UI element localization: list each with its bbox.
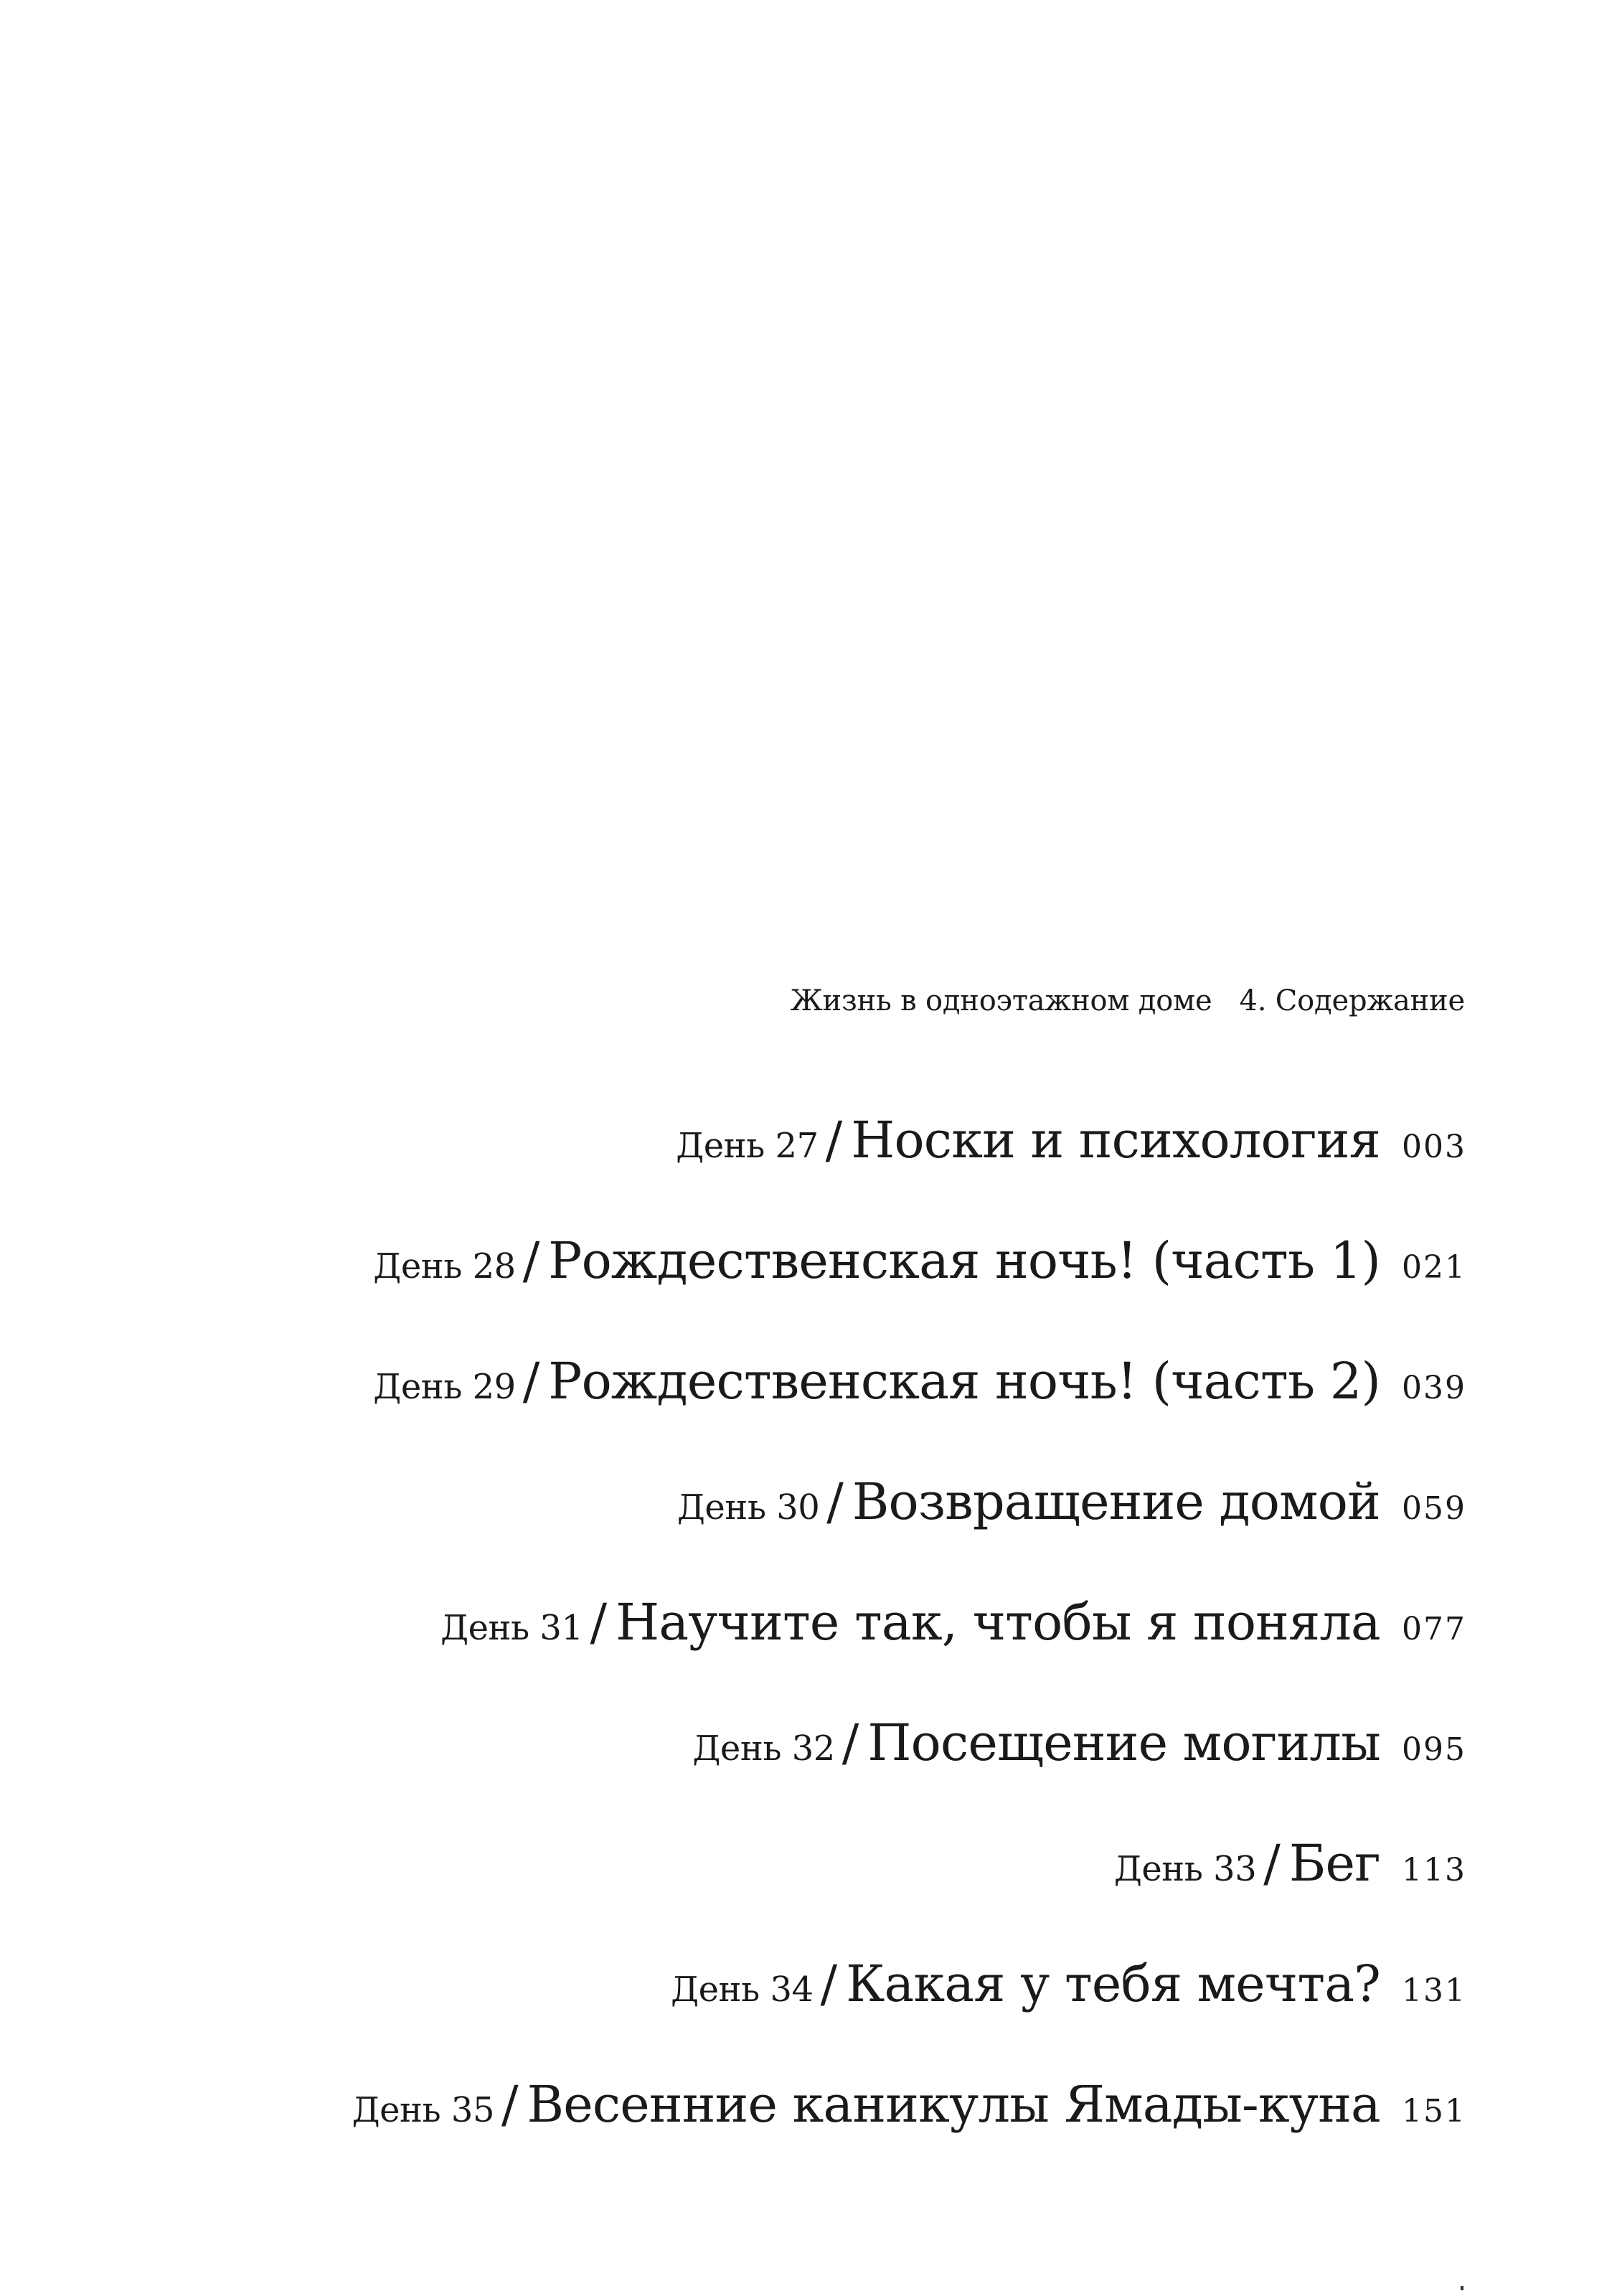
toc-title: Научите так, чтобы я поняла xyxy=(616,1593,1380,1652)
toc-separator: / xyxy=(826,1472,844,1531)
toc-day: День 32 xyxy=(692,1728,835,1769)
toc-entry[interactable] xyxy=(0,1807,1617,1893)
toc-day: День 35 xyxy=(352,2090,494,2130)
toc-page-number: 131 xyxy=(1402,1972,1466,2009)
toc-separator: / xyxy=(522,1231,540,1290)
print-mark xyxy=(1461,2286,1463,2290)
toc-entry[interactable] xyxy=(0,1083,1617,1170)
toc-separator: / xyxy=(825,1111,843,1170)
toc-page-number: 113 xyxy=(1402,1852,1466,1888)
toc-entry[interactable] xyxy=(0,2048,1617,2134)
toc-page-number: 095 xyxy=(1402,1731,1466,1768)
toc-separator: / xyxy=(522,1352,540,1411)
toc-separator: / xyxy=(590,1593,608,1652)
section-title: 4. Содержание xyxy=(1239,984,1465,1017)
toc-title: Весенние каникулы Ямады-куна xyxy=(527,2075,1380,2134)
toc-title: Возвращение домой xyxy=(852,1472,1380,1531)
toc-page-number: 059 xyxy=(1402,1490,1466,1527)
toc-title: Носки и психология xyxy=(851,1111,1380,1170)
toc-entry[interactable] xyxy=(0,1325,1617,1411)
toc-day: День 28 xyxy=(373,1246,516,1286)
toc-entry[interactable] xyxy=(0,1566,1617,1652)
toc-title: Посещение могилы xyxy=(867,1713,1380,1772)
toc-day: День 29 xyxy=(373,1367,516,1407)
toc-separator: / xyxy=(842,1713,859,1772)
toc-entry[interactable] xyxy=(0,1204,1617,1290)
toc-separator: / xyxy=(501,2075,519,2134)
toc-day: День 27 xyxy=(676,1126,819,1166)
toc-page-number: 039 xyxy=(1402,1370,1466,1406)
toc-page-number: 151 xyxy=(1402,2093,1466,2130)
running-header xyxy=(791,984,1465,1017)
toc-title: Бег xyxy=(1288,1834,1380,1893)
toc-day: День 30 xyxy=(676,1487,820,1528)
toc-page-number: 003 xyxy=(1402,1129,1466,1165)
toc-page-number: 077 xyxy=(1402,1611,1466,1647)
toc-day: День 34 xyxy=(671,1970,814,2010)
toc-page-number: 021 xyxy=(1402,1249,1466,1286)
toc-entry[interactable] xyxy=(0,1686,1617,1772)
toc-separator: / xyxy=(820,1954,838,2013)
toc-title: Какая у тебя мечта? xyxy=(846,1954,1380,2013)
toc-title: Рождественская ночь! (часть 2) xyxy=(548,1352,1380,1411)
toc-separator: / xyxy=(1263,1834,1281,1893)
toc-entry[interactable] xyxy=(0,1445,1617,1531)
toc-entry[interactable] xyxy=(0,1927,1617,2013)
book-title: Жизнь в одноэтажном доме xyxy=(790,984,1212,1017)
toc-title: Рождественская ночь! (часть 1) xyxy=(548,1231,1380,1290)
toc-day: День 31 xyxy=(440,1608,583,1648)
toc-day: День 33 xyxy=(1113,1849,1257,1889)
